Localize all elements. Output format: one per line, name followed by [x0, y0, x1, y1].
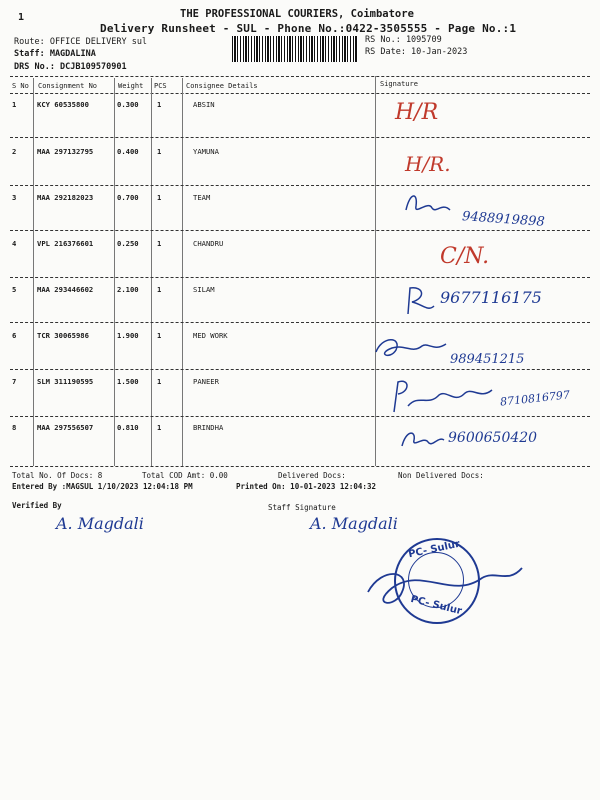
col-divider — [375, 76, 376, 466]
rs-date: RS Date: 10-Jan-2023 — [365, 47, 468, 57]
row-rule — [10, 230, 590, 231]
row-rule — [10, 137, 590, 138]
row-consignment: KCY 60535800 — [37, 100, 89, 109]
non-delivered-docs: Non Delivered Docs: — [398, 471, 484, 480]
staff-signature: A. Magdali — [310, 514, 398, 533]
col-sno: S No — [12, 82, 29, 90]
row-pcs: 1 — [157, 423, 162, 432]
row-pcs: 1 — [157, 239, 162, 248]
col-consignment: Consignment No — [38, 82, 98, 90]
row-weight: 0.700 — [117, 193, 139, 202]
signature-scribble — [398, 190, 458, 220]
row-pcs: 1 — [157, 285, 162, 294]
total-cod: Total COD Amt: 0.00 — [142, 471, 228, 480]
row-consignee: SILAM — [193, 285, 215, 294]
row-rule — [10, 322, 590, 323]
row-consignment: VPL 216376601 — [37, 239, 94, 248]
row-signature: H/R — [395, 100, 439, 125]
signature-scribble — [398, 284, 438, 318]
col-pcs: PCS — [154, 82, 167, 90]
page-mark: 1 — [18, 12, 25, 23]
drs-number: DRS No.: DCJB109570901 — [14, 62, 127, 72]
row-consignment: SLM 311190595 — [37, 377, 94, 386]
staff-signature-label: Staff Signature — [268, 503, 336, 512]
row-rule — [10, 185, 590, 186]
row-signature: 989451215 — [450, 352, 525, 367]
row-consignee: TEAM — [193, 193, 211, 202]
row-rule — [10, 369, 590, 370]
row-signature: 9488919898 — [461, 209, 546, 230]
row-consignment: TCR 30065986 — [37, 331, 89, 340]
row-sno: 4 — [12, 239, 17, 248]
table-bottom-rule — [10, 466, 590, 467]
row-sno: 8 — [12, 423, 17, 432]
rs-number: RS No.: 1095709 — [365, 35, 442, 45]
row-pcs: 1 — [157, 147, 162, 156]
verifier-signature: A. Magdali — [56, 514, 144, 533]
signature-scribble — [372, 332, 452, 362]
row-rule — [10, 277, 590, 278]
barcode — [232, 36, 358, 62]
row-weight: 2.100 — [117, 285, 139, 294]
stamp-text-bottom: PC- Sulur — [409, 593, 463, 618]
row-weight: 0.400 — [117, 147, 139, 156]
row-signature: 9600650420 — [448, 430, 538, 446]
row-sno: 1 — [12, 100, 17, 109]
table-top-rule — [10, 76, 590, 77]
row-consignee: PANEER — [193, 377, 219, 386]
row-sno: 6 — [12, 331, 17, 340]
row-sno: 3 — [12, 193, 17, 202]
row-sno: 7 — [12, 377, 17, 386]
table-header-rule — [10, 93, 590, 94]
row-consignee: ABSIN — [193, 100, 215, 109]
stamp-signature-scribble — [362, 552, 532, 622]
staff-label: Staff: MAGDALINA — [14, 49, 96, 59]
row-sno: 2 — [12, 147, 17, 156]
row-consignee: CHANDRU — [193, 239, 224, 248]
row-consignment: MAA 293446602 — [37, 285, 94, 294]
row-signature: C/N. — [440, 244, 490, 269]
stamp-text-top: PC- Sulur — [407, 538, 461, 561]
total-docs: Total No. Of Docs: 8 — [12, 471, 103, 480]
row-consignee: BRINDHA — [193, 423, 224, 432]
row-weight: 0.810 — [117, 423, 139, 432]
row-signature: 8710816797 — [499, 388, 571, 409]
row-consignee: YAMUNA — [193, 147, 219, 156]
signature-scribble — [398, 426, 448, 450]
row-pcs: 1 — [157, 193, 162, 202]
signature-scribble — [388, 376, 498, 416]
row-pcs: 1 — [157, 377, 162, 386]
col-weight: Weight — [118, 82, 144, 90]
row-consignment: MAA 292182023 — [37, 193, 94, 202]
row-consignment: MAA 297132795 — [37, 147, 94, 156]
entered-by: Entered By :MAGSUL 1/10/2023 12:04:18 PM — [12, 482, 193, 491]
row-pcs: 1 — [157, 100, 162, 109]
row-weight: 0.300 — [117, 100, 139, 109]
company-name: THE PROFESSIONAL COURIERS, Coimbatore — [180, 8, 414, 20]
row-consignment: MAA 297556507 — [37, 423, 94, 432]
row-sno: 5 — [12, 285, 17, 294]
row-weight: 0.250 — [117, 239, 139, 248]
route-label: Route: OFFICE DELIVERY sul — [14, 37, 148, 47]
printed-on: Printed On: 10-01-2023 12:04:32 — [236, 482, 376, 491]
col-signature: Signature — [380, 80, 418, 88]
row-weight: 1.900 — [117, 331, 139, 340]
col-details: Consignee Details — [186, 82, 258, 90]
row-consignee: MED WORK — [193, 331, 228, 340]
verified-by-label: Verified By — [12, 501, 62, 510]
row-signature: 9677116175 — [440, 288, 542, 307]
runsheet-title: Delivery Runsheet - SUL - Phone No.:0422-3505555 - Page No.:1 — [100, 22, 517, 35]
row-signature: H/R. — [405, 152, 451, 176]
delivered-docs: Delivered Docs: — [278, 471, 346, 480]
row-rule — [10, 416, 590, 417]
row-weight: 1.500 — [117, 377, 139, 386]
row-pcs: 1 — [157, 331, 162, 340]
